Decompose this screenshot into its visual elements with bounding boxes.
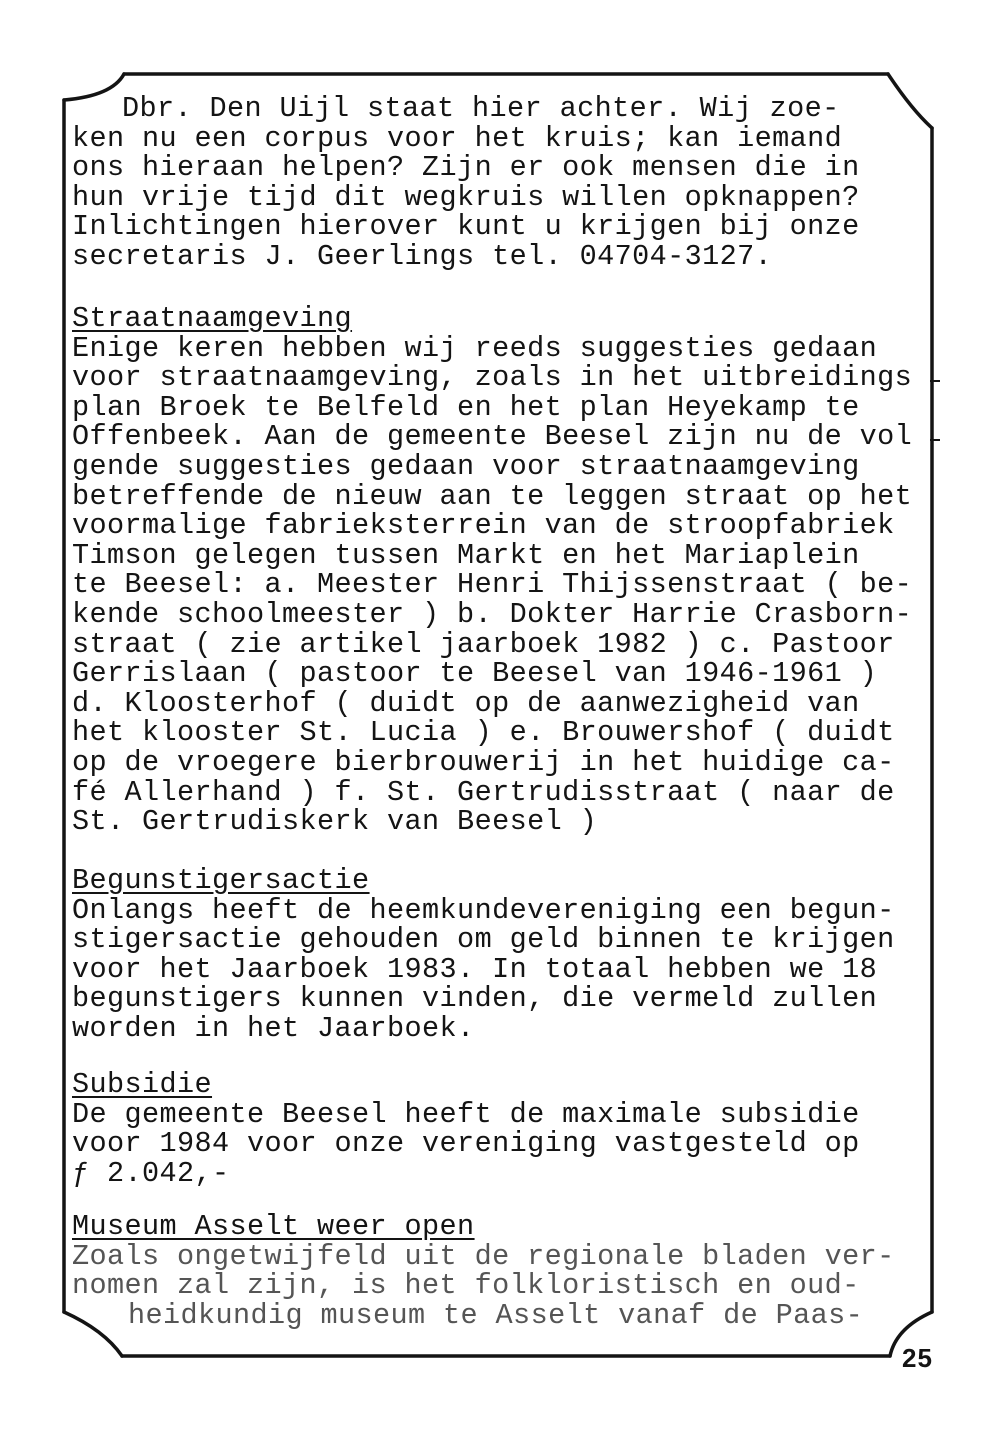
paragraph-line: De gemeente Beesel heeft de maximale subsidie (72, 1097, 860, 1131)
intro-line: hun vrije tijd dit wegkruis willen opknappen? (72, 180, 860, 214)
section-heading: Begunstigersactie (72, 864, 370, 897)
paragraph-line: stigersactie gehouden om geld binnen te krijgen (72, 923, 895, 957)
section-heading: Straatnaamgeving (72, 302, 353, 335)
paragraph-line: voormalige fabrieksterrein van de stroopfabriek (72, 509, 895, 543)
paragraph-line: Zoals ongetwijfeld uit de regionale bladen ver- (72, 1239, 895, 1273)
intro-line: Inlichtingen hierover kunt u krijgen bij onze (72, 210, 860, 244)
paragraph-line: d. Kloosterhof ( duidt op de aanwezigheid van (72, 686, 860, 720)
section-heading: Subsidie (72, 1068, 213, 1101)
intro-line: Dbr. Den Uijl staat hier achter. Wij zoe- (122, 92, 840, 125)
paragraph-line: nomen zal zijn, is het folkloristisch en oud- (72, 1269, 860, 1303)
intro-line: secretaris J. Geerlings tel. 04704-3127. (72, 240, 773, 273)
paragraph-line: voor straatnaamgeving, zoals in het uitbreidings (72, 361, 913, 395)
paragraph-line: het klooster St. Lucia ) e. Brouwershof ( duidt (72, 716, 895, 750)
paragraph-line: voor het Jaarboek 1983. In totaal hebben we 18 (72, 952, 878, 986)
paragraph-line: Timson gelegen tussen Markt en het Mariaplein (72, 538, 860, 572)
paragraph-line: plan Broek te Belfeld en het plan Heyekamp te (72, 390, 860, 424)
section-heading: Museum Asselt weer open (72, 1210, 475, 1243)
paragraph-line: worden in het Jaarboek. (72, 1012, 475, 1045)
paragraph-line: Enige keren hebben wij reeds suggesties gedaan (72, 331, 878, 365)
paragraph-line: betreffende de nieuw aan te leggen straat op het (72, 479, 913, 513)
intro-line: ons hieraan helpen? Zijn er ook mensen die in (72, 151, 860, 185)
paragraph-line: voor 1984 voor onze vereniging vastgesteld op (72, 1127, 860, 1161)
paragraph-line: ƒ 2.042,- (72, 1156, 230, 1190)
paragraph-line: te Beesel: a. Meester Henri Thijssenstraat ( be- (72, 568, 913, 602)
paragraph-line: Gerrislaan ( pastoor te Beesel van 1946-1961 ) (72, 657, 878, 691)
intro-line: ken nu een corpus voor het kruis; kan iemand (72, 121, 843, 155)
page-number: 25 (902, 1343, 933, 1373)
paragraph-line: begunstigers kunnen vinden, die vermeld zullen (72, 982, 878, 1016)
paragraph-line: Offenbeek. Aan de gemeente Beesel zijn nu de vol (72, 420, 913, 454)
paragraph-line: fé Allerhand ) f. St. Gertrudisstraat ( naar de (72, 775, 895, 809)
paragraph-line: straat ( zie artikel jaarboek 1982 ) c. Pastoor (72, 627, 895, 661)
paragraph-line: heidkundig museum te Asselt vanaf de Paas- (128, 1298, 864, 1332)
paragraph-line: kende schoolmeester ) b. Dokter Harrie Crasborn- (72, 598, 913, 631)
paragraph-line: Onlangs heeft de heemkundevereniging een begun- (72, 893, 895, 927)
paragraph-line: St. Gertrudiskerk van Beesel ) (72, 805, 598, 839)
paragraph-line: op de vroegere bierbrouwerij in het huidige ca- (72, 746, 895, 779)
paragraph-line: gende suggesties gedaan voor straatnaamgeving (72, 450, 860, 483)
